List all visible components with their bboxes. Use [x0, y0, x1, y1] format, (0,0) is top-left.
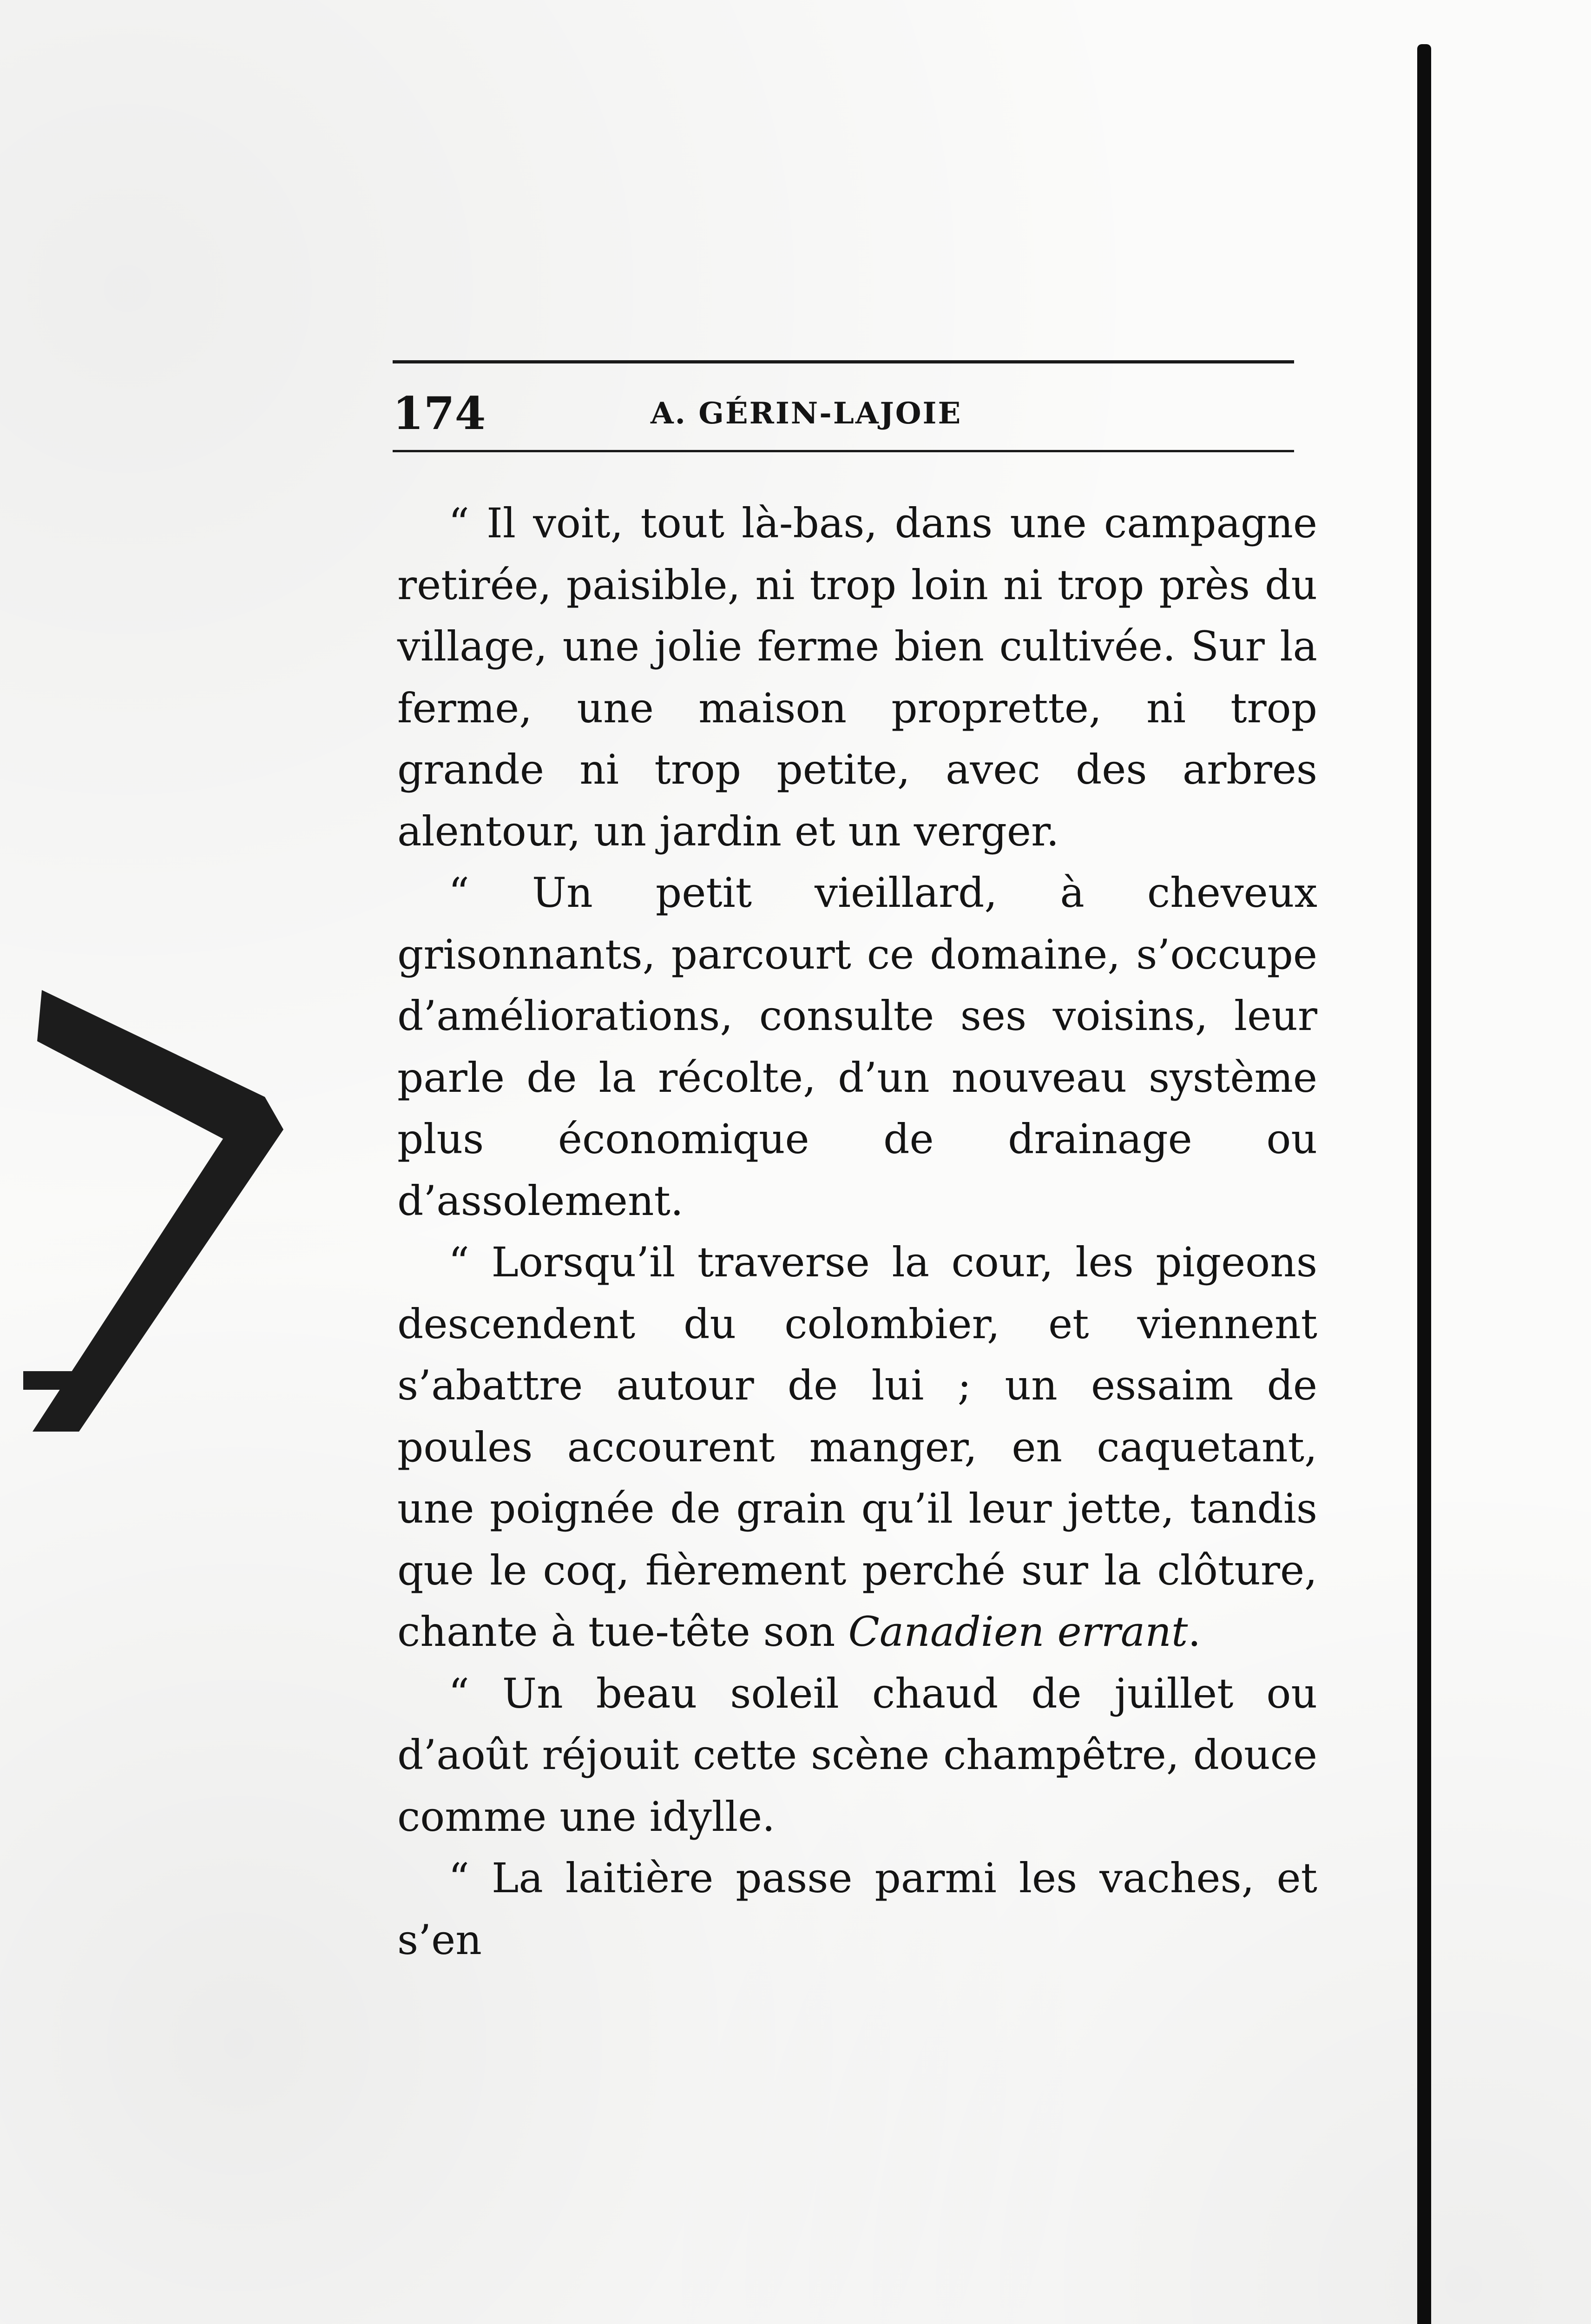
- header-rule-top: [393, 360, 1294, 363]
- running-head-author: A. GÉRIN-LAJOIE: [651, 396, 962, 431]
- paragraph: [397, 1232, 1317, 1663]
- header-rule-bottom: [393, 450, 1294, 452]
- paragraph-text-end: .: [1188, 1608, 1201, 1656]
- page-number: 174: [393, 387, 486, 440]
- song-title: Canadien errant: [848, 1608, 1188, 1656]
- page-edge-shadow: [1417, 44, 1431, 2324]
- margin-chevron-mark: [23, 990, 283, 1432]
- body-text: [397, 493, 1317, 1971]
- paragraph: “ Il voit, tout là-bas, dans une campagne retirée, paisible, ni trop loin ni trop près du village, une jolie ferme bien cultivée. Sur la ferme, une maison proprette, ni trop grande ni trop petite, avec des arbres alentour, un jardin et un verger.: [397, 499, 1317, 855]
- running-head: [393, 381, 1294, 446]
- paragraph-text: “ Lorsqu’il traverse la cour, les pigeons descendent du colombier, et viennent s’abattre autour de lui ; un essaim de poules accourent manger, en caquetant, une poignée de grain qu’il leur jette, tandis que le coq, fièrement perché sur la clôture, chante à tue-tête son: [397, 1238, 1317, 1656]
- paragraph: “ La laitière passe parmi les vaches, et s’en: [397, 1854, 1317, 1964]
- paragraph: “ Un petit vieillard, à cheveux grisonnants, parcourt ce domaine, s’occupe d’améliorations, consulte ses voisins, leur parle de la récolte, d’un nouveau système plus économique de drainage ou d’assolement.: [397, 869, 1317, 1225]
- paragraph: “ Un beau soleil chaud de juillet ou d’août réjouit cette scène champêtre, douce comme une idylle.: [397, 1669, 1317, 1841]
